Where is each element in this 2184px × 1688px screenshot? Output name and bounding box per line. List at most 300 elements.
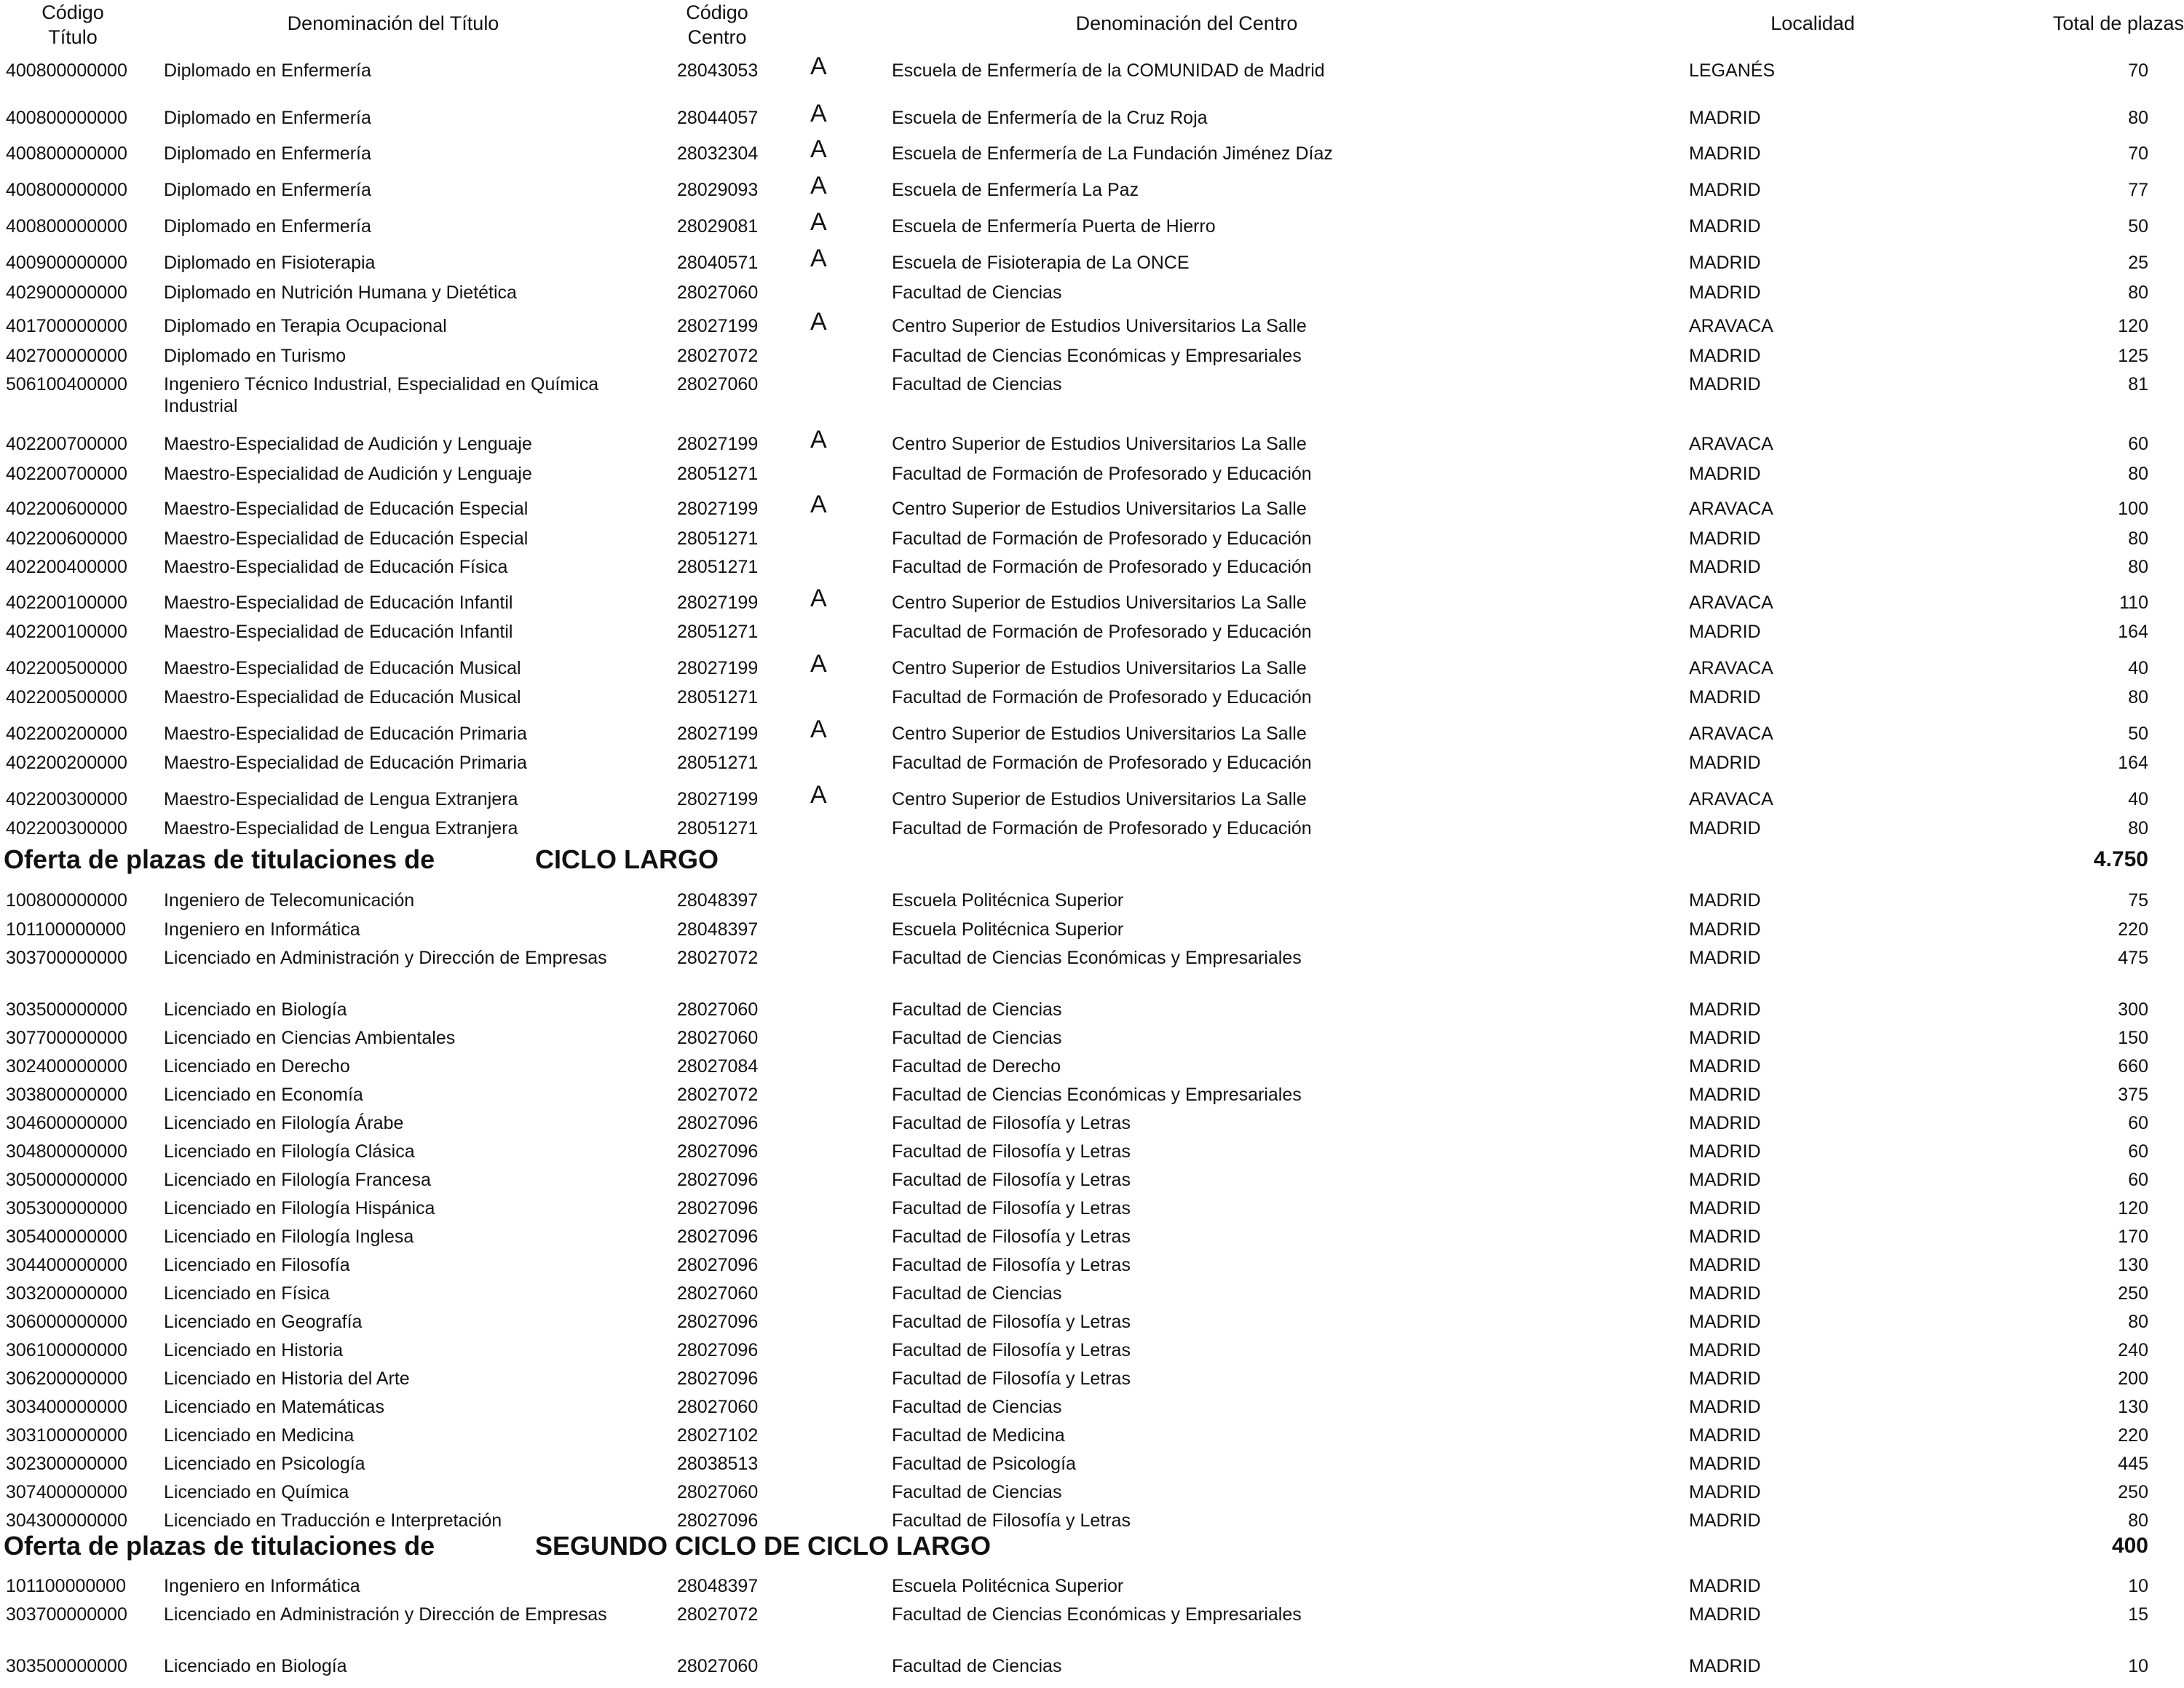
codigo-titulo: 402200400000	[6, 557, 127, 577]
total-plazas: 10	[2128, 1656, 2148, 1676]
section-total: 400	[2111, 1534, 2148, 1558]
header-denominacion-centro: Denominación del Centro	[1075, 12, 1298, 34]
total-plazas: 15	[2128, 1604, 2148, 1625]
localidad: MADRID	[1689, 818, 1761, 839]
denominacion-titulo: Ingeniero en Informática	[164, 1576, 360, 1596]
denominacion-titulo: Licenciado en Filología Árabe	[164, 1113, 404, 1133]
table-row	[0, 1055, 2184, 1082]
denominacion-centro: Facultad de Medicina	[892, 1425, 1065, 1446]
codigo-centro: 28027096	[677, 1510, 759, 1531]
table-row	[0, 1027, 2184, 1053]
codigo-titulo: 402200500000	[6, 658, 127, 678]
section-subtitle: SEGUNDO CICLO DE CICLO LARGO	[535, 1531, 992, 1561]
localidad: MADRID	[1689, 216, 1761, 237]
codigo-centro: 28027072	[677, 948, 759, 968]
codigo-centro: 28051271	[677, 622, 759, 642]
codigo-titulo: 305000000000	[6, 1170, 127, 1190]
total-plazas: 81	[2128, 374, 2148, 395]
denominacion-titulo: Licenciado en Economía	[164, 1085, 363, 1105]
localidad: MADRID	[1689, 346, 1761, 366]
total-plazas: 25	[2128, 253, 2148, 273]
denominacion-centro: Facultad de Filosofía y Letras	[892, 1368, 1131, 1389]
header-total-plazas: Total de plazas	[2052, 12, 2184, 34]
denominacion-titulo: Licenciado en Biología	[164, 999, 347, 1020]
localidad: ARAVACA	[1689, 658, 1773, 678]
centro-flag: A	[810, 781, 827, 809]
total-plazas: 80	[2128, 1312, 2148, 1332]
denominacion-titulo: Licenciado en Filología Hispánica	[164, 1198, 435, 1219]
codigo-titulo: 400800000000	[6, 60, 127, 81]
centro-flag: A	[810, 245, 827, 272]
denominacion-centro: Escuela de Enfermería de La Fundación Jiménez Díaz	[892, 143, 1333, 164]
denominacion-centro: Escuela de Enfermería La Paz	[892, 180, 1139, 200]
denominacion-centro: Facultad de Filosofía y Letras	[892, 1141, 1131, 1162]
denominacion-titulo: Licenciado en Historia del Arte	[164, 1368, 410, 1389]
codigo-titulo: 402200100000	[6, 622, 127, 642]
codigo-centro: 28027060	[677, 1482, 759, 1502]
denominacion-centro: Facultad de Formación de Profesorado y Educación	[892, 753, 1312, 773]
codigo-centro: 28027096	[677, 1227, 759, 1247]
codigo-titulo: 305400000000	[6, 1227, 127, 1247]
codigo-centro: 28040571	[677, 253, 759, 273]
localidad: ARAVACA	[1689, 316, 1773, 336]
denominacion-centro: Facultad de Formación de Profesorado y Educación	[892, 557, 1312, 577]
denominacion-centro: Facultad de Formación de Profesorado y Educación	[892, 528, 1312, 549]
localidad: MADRID	[1689, 464, 1761, 484]
table-row	[0, 752, 2184, 778]
codigo-centro: 28043053	[677, 60, 759, 81]
codigo-centro: 28027199	[677, 434, 759, 454]
denominacion-centro: Facultad de Filosofía y Letras	[892, 1198, 1131, 1219]
centro-flag: A	[810, 716, 827, 743]
denominacion-centro: Facultad de Ciencias	[892, 1283, 1062, 1304]
table-row	[0, 1655, 2184, 1681]
table-row	[0, 308, 2184, 341]
centro-flag: A	[810, 585, 827, 612]
table-row	[0, 426, 2184, 459]
total-plazas: 60	[2128, 1113, 2148, 1133]
denominacion-centro: Facultad de Filosofía y Letras	[892, 1227, 1131, 1247]
table-row	[0, 650, 2184, 683]
denominacion-titulo: Maestro-Especialidad de Lengua Extranjera	[164, 789, 518, 809]
denominacion-centro: Facultad de Ciencias	[892, 374, 1062, 395]
centro-flag: A	[810, 172, 827, 199]
codigo-centro: 28027096	[677, 1170, 759, 1190]
table-row	[0, 781, 2184, 815]
localidad: MADRID	[1689, 919, 1761, 940]
codigo-centro: 28027060	[677, 1028, 759, 1048]
codigo-titulo: 303700000000	[6, 1604, 127, 1625]
table-row	[0, 245, 2184, 278]
codigo-titulo: 303200000000	[6, 1283, 127, 1304]
localidad: MADRID	[1689, 1510, 1761, 1531]
codigo-titulo: 303700000000	[6, 948, 127, 968]
total-plazas: 80	[2128, 282, 2148, 303]
localidad: MADRID	[1689, 1056, 1761, 1077]
denominacion-centro: Centro Superior de Estudios Universitarios La Salle	[892, 658, 1307, 678]
codigo-titulo: 402200600000	[6, 528, 127, 549]
codigo-centro: 28051271	[677, 557, 759, 577]
denominacion-titulo: Ingeniero Técnico Industrial, Especialidad en Química Industrial	[164, 374, 599, 416]
total-plazas: 250	[2118, 1482, 2148, 1502]
denominacion-titulo: Licenciado en Filología Francesa	[164, 1170, 431, 1190]
denominacion-titulo: Maestro-Especialidad de Audición y Lenguaje	[164, 464, 532, 484]
centro-flag: A	[810, 100, 827, 127]
total-plazas: 164	[2118, 622, 2148, 642]
denominacion-titulo: Licenciado en Medicina	[164, 1425, 355, 1446]
denominacion-centro: Facultad de Formación de Profesorado y Educación	[892, 622, 1312, 642]
codigo-titulo: 400800000000	[6, 143, 127, 164]
header-codigo-titulo-line1: Código	[41, 1, 104, 23]
localidad: MADRID	[1689, 108, 1761, 128]
centro-flag: A	[810, 650, 827, 678]
codigo-titulo: 303500000000	[6, 999, 127, 1020]
section-total: 4.750	[2093, 847, 2148, 871]
table-row	[0, 1084, 2184, 1110]
localidad: MADRID	[1689, 528, 1761, 549]
denominacion-centro: Escuela Politécnica Superior	[892, 919, 1124, 940]
denominacion-titulo: Maestro-Especialidad de Educación Primaria	[164, 724, 527, 744]
centro-flag: A	[810, 52, 827, 80]
codigo-titulo: 303100000000	[6, 1425, 127, 1446]
denominacion-titulo: Maestro-Especialidad de Lengua Extranjera	[164, 818, 518, 839]
total-plazas: 170	[2118, 1227, 2148, 1247]
localidad: MADRID	[1689, 282, 1761, 303]
header-codigo-centro	[673, 0, 761, 49]
codigo-titulo: 401700000000	[6, 316, 127, 336]
denominacion-titulo: Diplomado en Enfermería	[164, 216, 371, 237]
localidad: MADRID	[1689, 1368, 1761, 1389]
denominacion-titulo: Licenciado en Matemáticas	[164, 1397, 384, 1417]
localidad: MADRID	[1689, 1085, 1761, 1105]
total-plazas: 250	[2118, 1283, 2148, 1304]
localidad: MADRID	[1689, 1198, 1761, 1219]
denominacion-titulo: Maestro-Especialidad de Educación Infantil	[164, 593, 513, 613]
localidad: MADRID	[1689, 1604, 1761, 1625]
denominacion-centro: Escuela de Enfermería Puerta de Hierro	[892, 216, 1216, 237]
section-label: Oferta de plazas de titulaciones de	[4, 1531, 435, 1561]
table-row	[0, 716, 2184, 749]
denominacion-centro: Facultad de Filosofía y Letras	[892, 1340, 1131, 1360]
localidad: MADRID	[1689, 948, 1761, 968]
localidad: MADRID	[1689, 253, 1761, 273]
denominacion-titulo: Licenciado en Administración y Dirección de Empresas	[164, 1604, 607, 1625]
denominacion-titulo: Licenciado en Química	[164, 1482, 349, 1502]
table-row	[0, 1254, 2184, 1280]
denominacion-centro: Facultad de Formación de Profesorado y Educación	[892, 687, 1312, 708]
denominacion-centro: Facultad de Ciencias	[892, 1028, 1062, 1048]
localidad: MADRID	[1689, 1283, 1761, 1304]
total-plazas: 60	[2128, 1141, 2148, 1162]
localidad: MADRID	[1689, 143, 1761, 164]
total-plazas: 80	[2128, 818, 2148, 839]
localidad: MADRID	[1689, 753, 1761, 773]
codigo-centro: 28027060	[677, 374, 759, 395]
localidad: LEGANÉS	[1689, 60, 1776, 81]
localidad: MADRID	[1689, 557, 1761, 577]
table-row	[0, 463, 2184, 489]
total-plazas: 475	[2118, 948, 2148, 968]
denominacion-titulo: Maestro-Especialidad de Educación Física	[164, 557, 508, 577]
total-plazas: 70	[2128, 143, 2148, 164]
codigo-centro: 28027060	[677, 1397, 759, 1417]
localidad: ARAVACA	[1689, 499, 1773, 519]
codigo-centro: 28027199	[677, 658, 759, 678]
codigo-centro: 28044057	[677, 108, 759, 128]
total-plazas: 80	[2128, 1510, 2148, 1531]
denominacion-titulo: Diplomado en Nutrición Humana y Dietética	[164, 282, 517, 303]
localidad: MADRID	[1689, 1141, 1761, 1162]
denominacion-centro: Facultad de Formación de Profesorado y Educación	[892, 464, 1312, 484]
total-plazas: 200	[2118, 1368, 2148, 1389]
table-row	[0, 1368, 2184, 1394]
codigo-titulo: 304800000000	[6, 1141, 127, 1162]
denominacion-centro: Facultad de Ciencias Económicas y Empresariales	[892, 346, 1302, 366]
codigo-titulo: 402200100000	[6, 593, 127, 613]
codigo-centro: 28027072	[677, 346, 759, 366]
centro-flag: A	[810, 308, 827, 336]
total-plazas: 10	[2128, 1576, 2148, 1596]
table-row	[0, 1575, 2184, 1601]
total-plazas: 80	[2128, 557, 2148, 577]
table-row	[0, 100, 2184, 133]
denominacion-titulo: Diplomado en Enfermería	[164, 60, 371, 81]
denominacion-titulo: Licenciado en Derecho	[164, 1056, 350, 1077]
denominacion-titulo: Licenciado en Administración y Dirección de Empresas	[164, 948, 607, 968]
codigo-titulo: 302400000000	[6, 1056, 127, 1077]
codigo-titulo: 402200200000	[6, 753, 127, 773]
denominacion-titulo: Maestro-Especialidad de Educación Infantil	[164, 622, 513, 642]
codigo-centro: 28027199	[677, 789, 759, 809]
denominacion-titulo: Licenciado en Historia	[164, 1340, 343, 1360]
total-plazas: 75	[2128, 890, 2148, 911]
total-plazas: 70	[2128, 60, 2148, 81]
denominacion-titulo: Diplomado en Fisioterapia	[164, 253, 376, 273]
denominacion-centro: Centro Superior de Estudios Universitarios La Salle	[892, 499, 1307, 519]
denominacion-centro: Centro Superior de Estudios Universitarios La Salle	[892, 789, 1307, 809]
header-codigo-centro-line2: Centro	[687, 26, 747, 48]
codigo-titulo: 101100000000	[6, 919, 126, 940]
denominacion-centro: Facultad de Ciencias	[892, 1397, 1062, 1417]
header-localidad: Localidad	[1770, 12, 1855, 34]
denominacion-centro: Centro Superior de Estudios Universitarios La Salle	[892, 724, 1307, 744]
codigo-titulo: 402200600000	[6, 499, 127, 519]
total-plazas: 130	[2118, 1255, 2148, 1275]
denominacion-titulo: Licenciado en Geografía	[164, 1312, 363, 1332]
total-plazas: 164	[2118, 753, 2148, 773]
codigo-centro: 28027096	[677, 1312, 759, 1332]
centro-flag: A	[810, 135, 827, 163]
codigo-titulo: 303400000000	[6, 1397, 127, 1417]
header-codigo-titulo-line2: Título	[48, 26, 98, 48]
localidad: MADRID	[1689, 1656, 1761, 1676]
codigo-centro: 28029081	[677, 216, 759, 237]
codigo-centro: 28027072	[677, 1604, 759, 1625]
denominacion-centro: Facultad de Filosofía y Letras	[892, 1510, 1131, 1531]
codigo-centro: 28027060	[677, 282, 759, 303]
codigo-titulo: 402200700000	[6, 464, 127, 484]
denominacion-centro: Facultad de Ciencias	[892, 999, 1062, 1020]
codigo-centro: 28027199	[677, 499, 759, 519]
codigo-centro: 28051271	[677, 528, 759, 549]
total-plazas: 77	[2128, 180, 2148, 200]
codigo-centro: 28048397	[677, 1576, 759, 1596]
denominacion-titulo: Maestro-Especialidad de Educación Musical	[164, 658, 521, 678]
table-row	[0, 947, 2184, 973]
codigo-titulo: 303800000000	[6, 1085, 127, 1105]
codigo-titulo: 304400000000	[6, 1255, 127, 1275]
codigo-centro: 28027199	[677, 593, 759, 613]
codigo-centro: 28027096	[677, 1113, 759, 1133]
codigo-titulo: 306200000000	[6, 1368, 127, 1389]
table-row	[0, 1453, 2184, 1479]
section-header	[0, 844, 2184, 876]
denominacion-centro: Facultad de Formación de Profesorado y Educación	[892, 818, 1312, 839]
denominacion-centro: Escuela de Enfermería de la COMUNIDAD de Madrid	[892, 60, 1325, 81]
total-plazas: 80	[2128, 528, 2148, 549]
section-label: Oferta de plazas de titulaciones de	[4, 844, 435, 874]
table-row	[0, 345, 2184, 371]
denominacion-titulo: Maestro-Especialidad de Educación Primaria	[164, 753, 527, 773]
table-row	[0, 208, 2184, 242]
table-row	[0, 1339, 2184, 1366]
total-plazas: 100	[2118, 499, 2148, 519]
codigo-titulo: 402700000000	[6, 346, 127, 366]
denominacion-centro: Facultad de Ciencias	[892, 1656, 1062, 1676]
denominacion-centro: Facultad de Ciencias	[892, 282, 1062, 303]
denominacion-titulo: Diplomado en Terapia Ocupacional	[164, 316, 447, 336]
codigo-centro: 28027199	[677, 316, 759, 336]
table-row	[0, 172, 2184, 205]
table-row	[0, 1283, 2184, 1309]
total-plazas: 125	[2118, 346, 2148, 366]
table-row	[0, 373, 2184, 416]
denominacion-titulo: Ingeniero en Informática	[164, 919, 360, 940]
table-row	[0, 1226, 2184, 1252]
denominacion-centro: Facultad de Derecho	[892, 1056, 1061, 1077]
codigo-titulo: 303500000000	[6, 1656, 127, 1676]
table-row	[0, 1197, 2184, 1224]
denominacion-centro: Facultad de Ciencias Económicas y Empresariales	[892, 1604, 1302, 1625]
denominacion-titulo: Diplomado en Enfermería	[164, 143, 371, 164]
total-plazas: 40	[2128, 658, 2148, 678]
denominacion-centro: Facultad de Filosofía y Letras	[892, 1255, 1131, 1275]
denominacion-titulo: Maestro-Especialidad de Educación Especial	[164, 499, 529, 519]
codigo-titulo: 400800000000	[6, 216, 127, 237]
localidad: MADRID	[1689, 1397, 1761, 1417]
denominacion-titulo: Ingeniero de Telecomunicación	[164, 890, 415, 911]
codigo-titulo: 101100000000	[6, 1576, 126, 1596]
codigo-titulo: 307400000000	[6, 1482, 127, 1502]
codigo-centro: 28051271	[677, 818, 759, 839]
localidad: ARAVACA	[1689, 724, 1773, 744]
codigo-centro: 28027096	[677, 1368, 759, 1389]
denominacion-centro: Escuela de Fisioterapia de La ONCE	[892, 253, 1190, 273]
total-plazas: 110	[2119, 593, 2148, 613]
codigo-titulo: 402200500000	[6, 687, 127, 708]
total-plazas: 150	[2118, 1028, 2148, 1048]
denominacion-titulo: Licenciado en Traducción e Interpretación	[164, 1510, 502, 1531]
denominacion-centro: Facultad de Filosofía y Letras	[892, 1170, 1131, 1190]
total-plazas: 220	[2118, 919, 2148, 940]
codigo-centro: 28048397	[677, 890, 759, 911]
localidad: MADRID	[1689, 1340, 1761, 1360]
codigo-centro: 28027060	[677, 1283, 759, 1304]
codigo-titulo: 306000000000	[6, 1312, 127, 1332]
localidad: MADRID	[1689, 1482, 1761, 1502]
total-plazas: 240	[2118, 1340, 2148, 1360]
denominacion-centro: Centro Superior de Estudios Universitarios La Salle	[892, 316, 1307, 336]
denominacion-titulo: Maestro-Especialidad de Educación Musical	[164, 687, 521, 708]
codigo-titulo: 307700000000	[6, 1028, 127, 1048]
table-row	[0, 1396, 2184, 1422]
denominacion-centro: Facultad de Filosofía y Letras	[892, 1312, 1131, 1332]
codigo-titulo: 400800000000	[6, 108, 127, 128]
table-row	[0, 491, 2184, 524]
total-plazas: 660	[2118, 1056, 2148, 1077]
table-row	[0, 999, 2184, 1025]
localidad: MADRID	[1689, 1028, 1761, 1048]
section-subtitle: CICLO LARGO	[535, 844, 719, 874]
localidad: MADRID	[1689, 687, 1761, 708]
localidad: ARAVACA	[1689, 789, 1773, 809]
codigo-centro: 28027096	[677, 1198, 759, 1219]
codigo-titulo: 305300000000	[6, 1198, 127, 1219]
localidad: MADRID	[1689, 1312, 1761, 1332]
localidad: MADRID	[1689, 1425, 1761, 1446]
denominacion-centro: Facultad de Ciencias	[892, 1482, 1062, 1502]
denominacion-centro: Escuela Politécnica Superior	[892, 1576, 1124, 1596]
header-codigo-titulo	[29, 0, 116, 49]
codigo-centro: 28051271	[677, 753, 759, 773]
codigo-centro: 28027096	[677, 1141, 759, 1162]
total-plazas: 50	[2128, 724, 2148, 744]
codigo-centro: 28027060	[677, 999, 759, 1020]
codigo-titulo: 402900000000	[6, 282, 127, 303]
total-plazas: 220	[2118, 1425, 2148, 1446]
centro-flag: A	[810, 491, 827, 518]
denominacion-centro: Escuela Politécnica Superior	[892, 890, 1124, 911]
table-row	[0, 686, 2184, 713]
localidad: MADRID	[1689, 1227, 1761, 1247]
total-plazas: 300	[2118, 999, 2148, 1020]
localidad: ARAVACA	[1689, 593, 1773, 613]
denominacion-centro: Facultad de Psicología	[892, 1454, 1076, 1474]
header-denominacion-titulo: Denominación del Título	[287, 12, 499, 34]
header-codigo-centro-line1: Código	[686, 1, 748, 23]
codigo-centro: 28032304	[677, 143, 759, 164]
codigo-centro: 28027102	[677, 1425, 759, 1446]
table-row	[0, 621, 2184, 647]
codigo-centro: 28051271	[677, 464, 759, 484]
localidad: MADRID	[1689, 1576, 1761, 1596]
codigo-centro: 28038513	[677, 1454, 759, 1474]
codigo-titulo: 302300000000	[6, 1454, 127, 1474]
total-plazas: 120	[2118, 1198, 2148, 1219]
denominacion-titulo: Licenciado en Filología Inglesa	[164, 1227, 414, 1247]
table-row	[0, 52, 2184, 86]
section-header	[0, 1531, 2184, 1563]
table-row	[0, 919, 2184, 945]
codigo-titulo: 100800000000	[6, 890, 127, 911]
centro-flag: A	[810, 426, 827, 453]
denominacion-titulo: Licenciado en Psicología	[164, 1454, 365, 1474]
total-plazas: 80	[2128, 687, 2148, 708]
table-row	[0, 585, 2184, 618]
codigo-centro: 28051271	[677, 687, 759, 708]
denominacion-centro: Escuela de Enfermería de la Cruz Roja	[892, 108, 1208, 128]
table-row	[0, 1604, 2184, 1630]
